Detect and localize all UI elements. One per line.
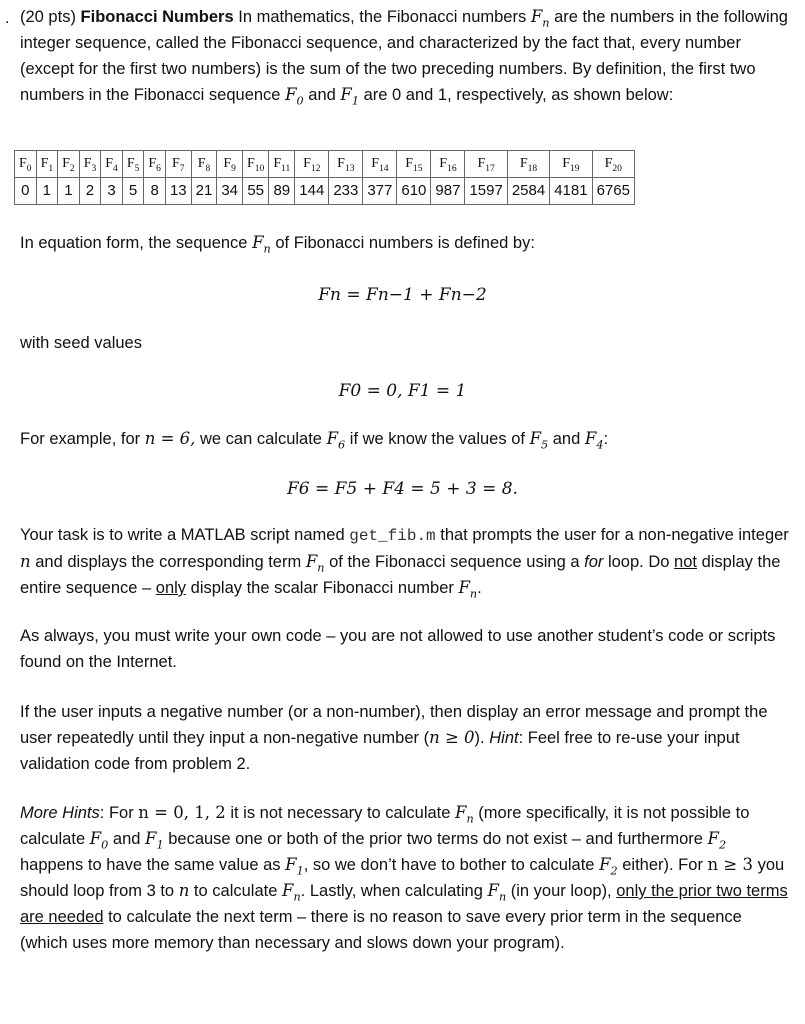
table-value-cell: 2: [79, 178, 101, 205]
seed-label: with seed values: [20, 334, 142, 352]
intro-paragraph: (20 pts) Fibonacci Numbers In mathematics, the Fibonacci numbers $F_n$ are the numbers in the following integer sequence, called the Fibonacci sequence, and characterized by the fact that, every number (except for the first two numbers) is the sum of the two preceding numbers. By definition, the first two numbers in the Fibonacci sequence $F_0$ and $F_1$ are 0 and 1, respectively, as shown below:: [20, 7, 788, 108]
more-hints-paragraph: More Hints: For n = 0, 1, 2 it is not necessary to calculate $F_n$ (more specifically, it is not possible to calculate $F_0$ and $F_1$ because one or both of the prior two terms do not exist – and furthermore $F_2$ happens to have the same value as $F_1$, so we don’t have to bother to calculate $F_2$ either). For n ≥ 3 you should loop from 3 to n to calculate $F_n$. Lastly, when calculating $F_n$ (in your loop), only the prior two terms are needed to calculate the next term – there is no reason to save every prior term in the sequence (which uses more memory than necessary and slows down your program).: [20, 803, 788, 952]
table-header-cell: $F_5$: [122, 151, 144, 178]
table-value-cell: 0: [15, 178, 37, 205]
example-paragraph: For example, for n = 6, we can calculate $F_6$ if we know the values of $F_5$ and $F_4$:: [20, 429, 609, 452]
task-paragraph: Your task is to write a MATLAB script named get_fib.m that prompts the user for a non-negative integer n and displays the corresponding term $F_n$ of the Fibonacci sequence using a for loop. Do not display the entire sequence – only display the scalar Fibonacci number $F_n$.: [20, 526, 789, 601]
table-header-cell: $F_{11}$: [269, 151, 295, 178]
math-n: n: [20, 552, 31, 571]
problem-title: Fibonacci Numbers: [80, 8, 234, 26]
table-header-cell: $F_{10}$: [243, 151, 269, 178]
table-value-cell: 1: [58, 178, 80, 205]
seed-equation: F0 = 0, F1 = 1: [338, 381, 467, 401]
list-marker: .: [5, 10, 10, 27]
math-F5: $F_5$: [529, 429, 549, 452]
math-Fn: $F_n$: [530, 7, 550, 30]
negative-input-paragraph: If the user inputs a negative number (or a non-number), then display an error message and prompt the user repeatedly until they input a non-negative number (n ≥ 0). Hint: Feel free to re-use your input validation code from problem 2.: [20, 703, 768, 773]
hint-label: Hint: [489, 729, 519, 747]
table-value-cell: 6765: [592, 178, 634, 205]
table-header-cell: $F_9$: [217, 151, 243, 178]
table-value-cell: 21: [191, 178, 217, 205]
table-header-cell: $F_{16}$: [431, 151, 465, 178]
math-Fn: $F_n$: [305, 552, 325, 575]
table-value-cell: 144: [295, 178, 329, 205]
math-Fn: $F_n$: [252, 233, 271, 256]
table-header-cell: $F_{15}$: [397, 151, 431, 178]
equation-lead: In equation form, the sequence $F_n$ of Fibonacci numbers is defined by:: [20, 233, 535, 256]
more-hints-label: More Hints: [20, 804, 100, 822]
table-header-cell: $F_0$: [15, 151, 37, 178]
table-value-cell: 34: [217, 178, 243, 205]
table-header-cell: $F_1$: [36, 151, 58, 178]
table-header-cell: $F_2$: [58, 151, 80, 178]
math-F0: $F_0$: [285, 85, 304, 108]
points-label: (20 pts): [20, 8, 76, 26]
table-value-cell: 2584: [507, 178, 549, 205]
table-value-cell: 89: [269, 178, 295, 205]
table-value-cell: 4181: [550, 178, 592, 205]
table-value-cell: 1597: [465, 178, 507, 205]
table-header-cell: $F_{12}$: [295, 151, 329, 178]
table-header-cell: $F_{20}$: [592, 151, 634, 178]
table-value-cell: 1: [36, 178, 58, 205]
table-value-cell: 8: [144, 178, 166, 205]
table-header-cell: $F_3$: [79, 151, 101, 178]
math-F4: $F_4$: [584, 429, 604, 452]
fibonacci-table: [14, 150, 635, 205]
table-value-cell: 13: [165, 178, 191, 205]
math-F6: $F_6$: [326, 429, 346, 452]
table-header-cell: $F_{13}$: [329, 151, 363, 178]
table-value-row: [15, 178, 635, 205]
math-Fn: $F_n$: [458, 578, 478, 601]
table-header-cell: $F_{18}$: [507, 151, 549, 178]
table-header-cell: $F_{19}$: [550, 151, 592, 178]
math-F1: $F_1$: [340, 85, 359, 108]
table-value-cell: 55: [243, 178, 269, 205]
table-header-cell: $F_8$: [191, 151, 217, 178]
table-value-cell: 3: [101, 178, 123, 205]
script-name: get_fib.m: [349, 527, 436, 545]
table-value-cell: 5: [122, 178, 144, 205]
always-paragraph: As always, you must write your own code – you are not allowed to use another student’s code or scripts found on the Internet.: [20, 627, 776, 671]
table-value-cell: 987: [431, 178, 465, 205]
table-header-cell: $F_{17}$: [465, 151, 507, 178]
recurrence-equation: Fn = Fn−1 + Fn−2: [318, 285, 487, 305]
table-header-cell: $F_7$: [165, 151, 191, 178]
table-header-cell: $F_4$: [101, 151, 123, 178]
example-equation: F6 = F5 + F4 = 5 + 3 = 8.: [287, 479, 518, 499]
table-header-cell: $F_{14}$: [363, 151, 397, 178]
table-value-cell: 233: [329, 178, 363, 205]
table-value-cell: 377: [363, 178, 397, 205]
table-header-cell: $F_6$: [144, 151, 166, 178]
table-value-cell: 610: [397, 178, 431, 205]
table-header-row: [15, 151, 635, 178]
